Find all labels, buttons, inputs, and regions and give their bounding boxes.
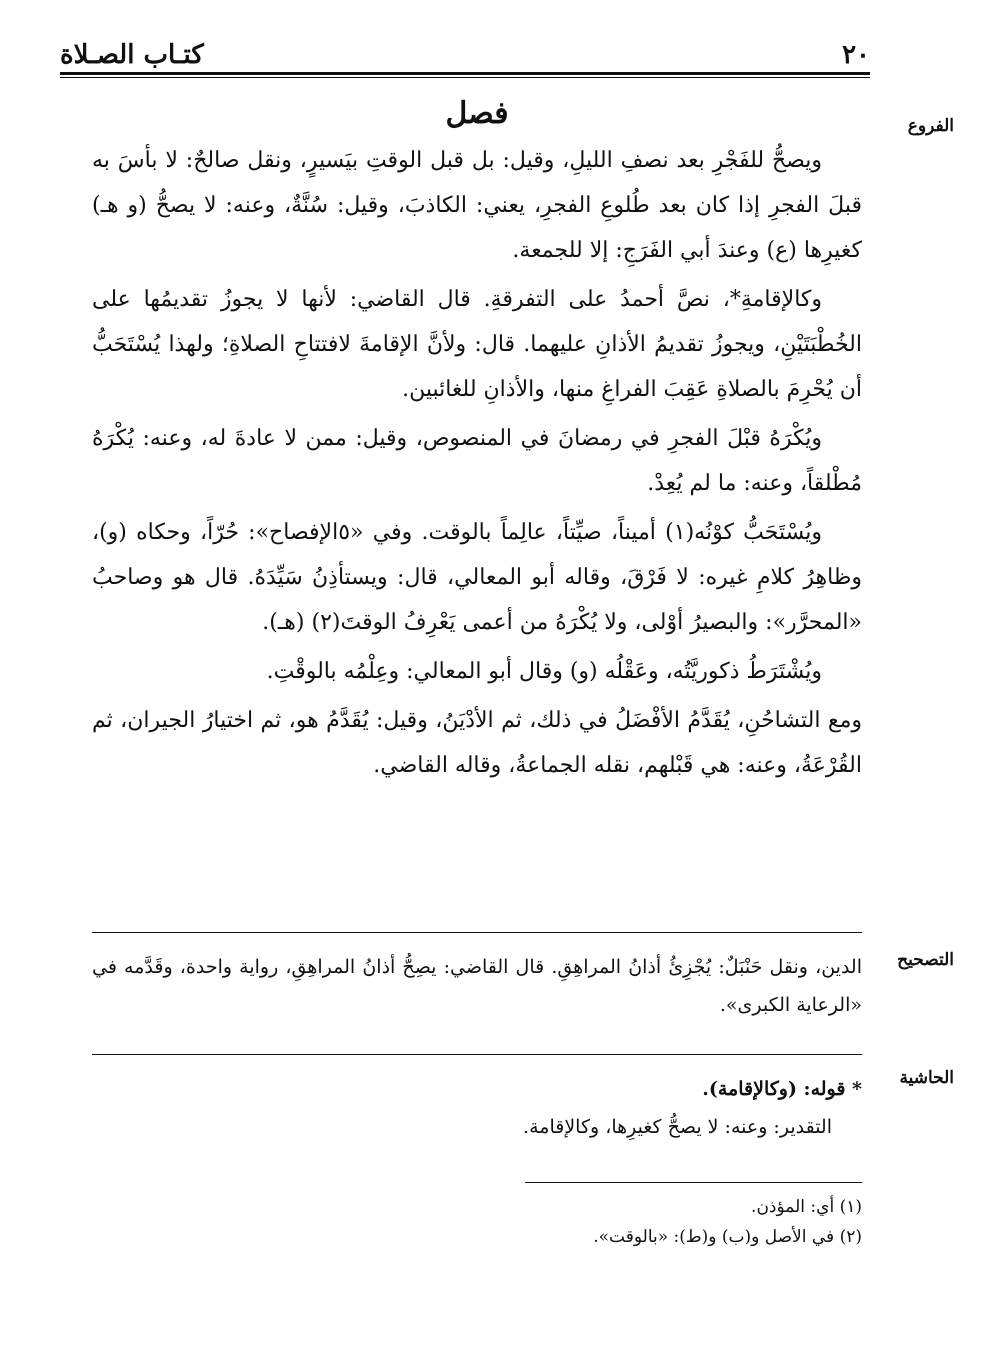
hashiya-taqdir: التقدير: وعنه: لا يصحُّ كغيرِها، وكالإقامة. — [523, 1116, 832, 1138]
main-text — [92, 92, 862, 792]
paragraph-4: ويُسْتَحَبُّ كوْنُه(١) أميناً، صيِّتاً، عالِماً بالوقت. وفي «٥الإفصاح»: حُرّاً، وحكاه (و)، وظاهِرُ كلامِ غيره: لا فَرْقَ، وقاله أبو المعالي، قال: ويستأذِنُ سَيِّدَهُ. قال هو وصاحبُ «المحرَّر»: والبصيرُ أوْلى، ولا يُكْرَهُ من أعمى يَعْرِفُ الوقتَ(٢) (هـ). — [92, 520, 862, 635]
header-rule-thin — [60, 77, 870, 78]
tashih-text: الدين، ونقل حَنْبَلٌ: يُجْزِئُ أذانُ المراهِقِ. قال القاضي: يصِحُّ أذانُ المراهِقِ، رواية واحدة، وقَدَّمه في «الرعاية الكبرى». — [92, 956, 862, 1016]
footnotes — [92, 1192, 862, 1252]
side-label-furu: الفروع — [907, 116, 954, 136]
header-rule — [60, 72, 870, 75]
hashiya-block — [92, 1070, 862, 1146]
paragraph-6: ومع التشاحُنِ، يُقَدَّمُ الأفْضَلُ في ذلك، ثم الأدْيَنُ، وقيل: يُقَدَّمُ هو، ثم اختيارُ الجيران، ثم القُرْعَةُ، وعنه: هي قَبْلهم، نقله الجماعةُ، وقاله القاضي. — [92, 708, 862, 778]
page-number: ٢٠ — [842, 40, 870, 70]
footnote-2: (٢) في الأصل و(ب) و(ط): «بالوقت». — [593, 1227, 862, 1247]
book-title: كتـاب الصـلاة — [60, 40, 204, 70]
section-heading: فصل — [445, 96, 509, 131]
section-divider-hashiya — [92, 1054, 862, 1055]
footnote-divider — [525, 1182, 862, 1183]
footnote-1: (١) أي: المؤذن. — [751, 1197, 862, 1217]
paragraph-1: ويصحُّ للفَجْرِ بعد نصفِ الليلِ، وقيل: بل قبل الوقتِ بيَسيرٍ، ونقل صالحٌ: لا بأسَ به قبلَ الفجرِ إذا كان بعد طُلوعِ الفجرِ، يعني: الكاذبَ، وقيل: سُنَّةٌ، وعنه: لا يصحُّ (و هـ) كغيرِها (ع) وعندَ أبي الفَرَجِ: إلا للجمعة. — [92, 148, 862, 263]
paragraph-3: ويُكْرَهُ قبْلَ الفجرِ في رمضانَ في المنصوص، وقيل: ممن لا عادةَ له، وعنه: يُكْرَهُ مُطْلقاً، وعنه: ما لم يُعِدْ. — [92, 426, 862, 496]
paragraph-2: وكالإقامةِ*، نصَّ أحمدُ على التفرقةِ. قال القاضي: لأنها لا يجوزُ تقديمُها على الخُطْبَتَيْنِ، ويجوزُ تقديمُ الأذانِ عليهما. قال: ولأنَّ الإقامةَ لافتتاحِ الصلاةِ؛ ولهذا يُسْتَحَبُّ أن يُحْرِمَ بالصلاةِ عَقِبَ الفراغِ منها، والأذانِ للغائبين. — [92, 287, 862, 402]
side-label-hashiya: الحاشية — [899, 1068, 954, 1088]
page-header — [60, 40, 870, 74]
hashiya-qawl: * قوله: (وكالإقامة). — [702, 1078, 862, 1100]
paragraph-5: ويُشْتَرَطُ ذكوريَّتُه، وعَقْلُه (و) وقال أبو المعالي: وعِلْمُه بالوقْتِ. — [266, 659, 822, 684]
side-label-tashih: التصحيح — [897, 950, 954, 970]
section-divider-tashih — [92, 932, 862, 933]
